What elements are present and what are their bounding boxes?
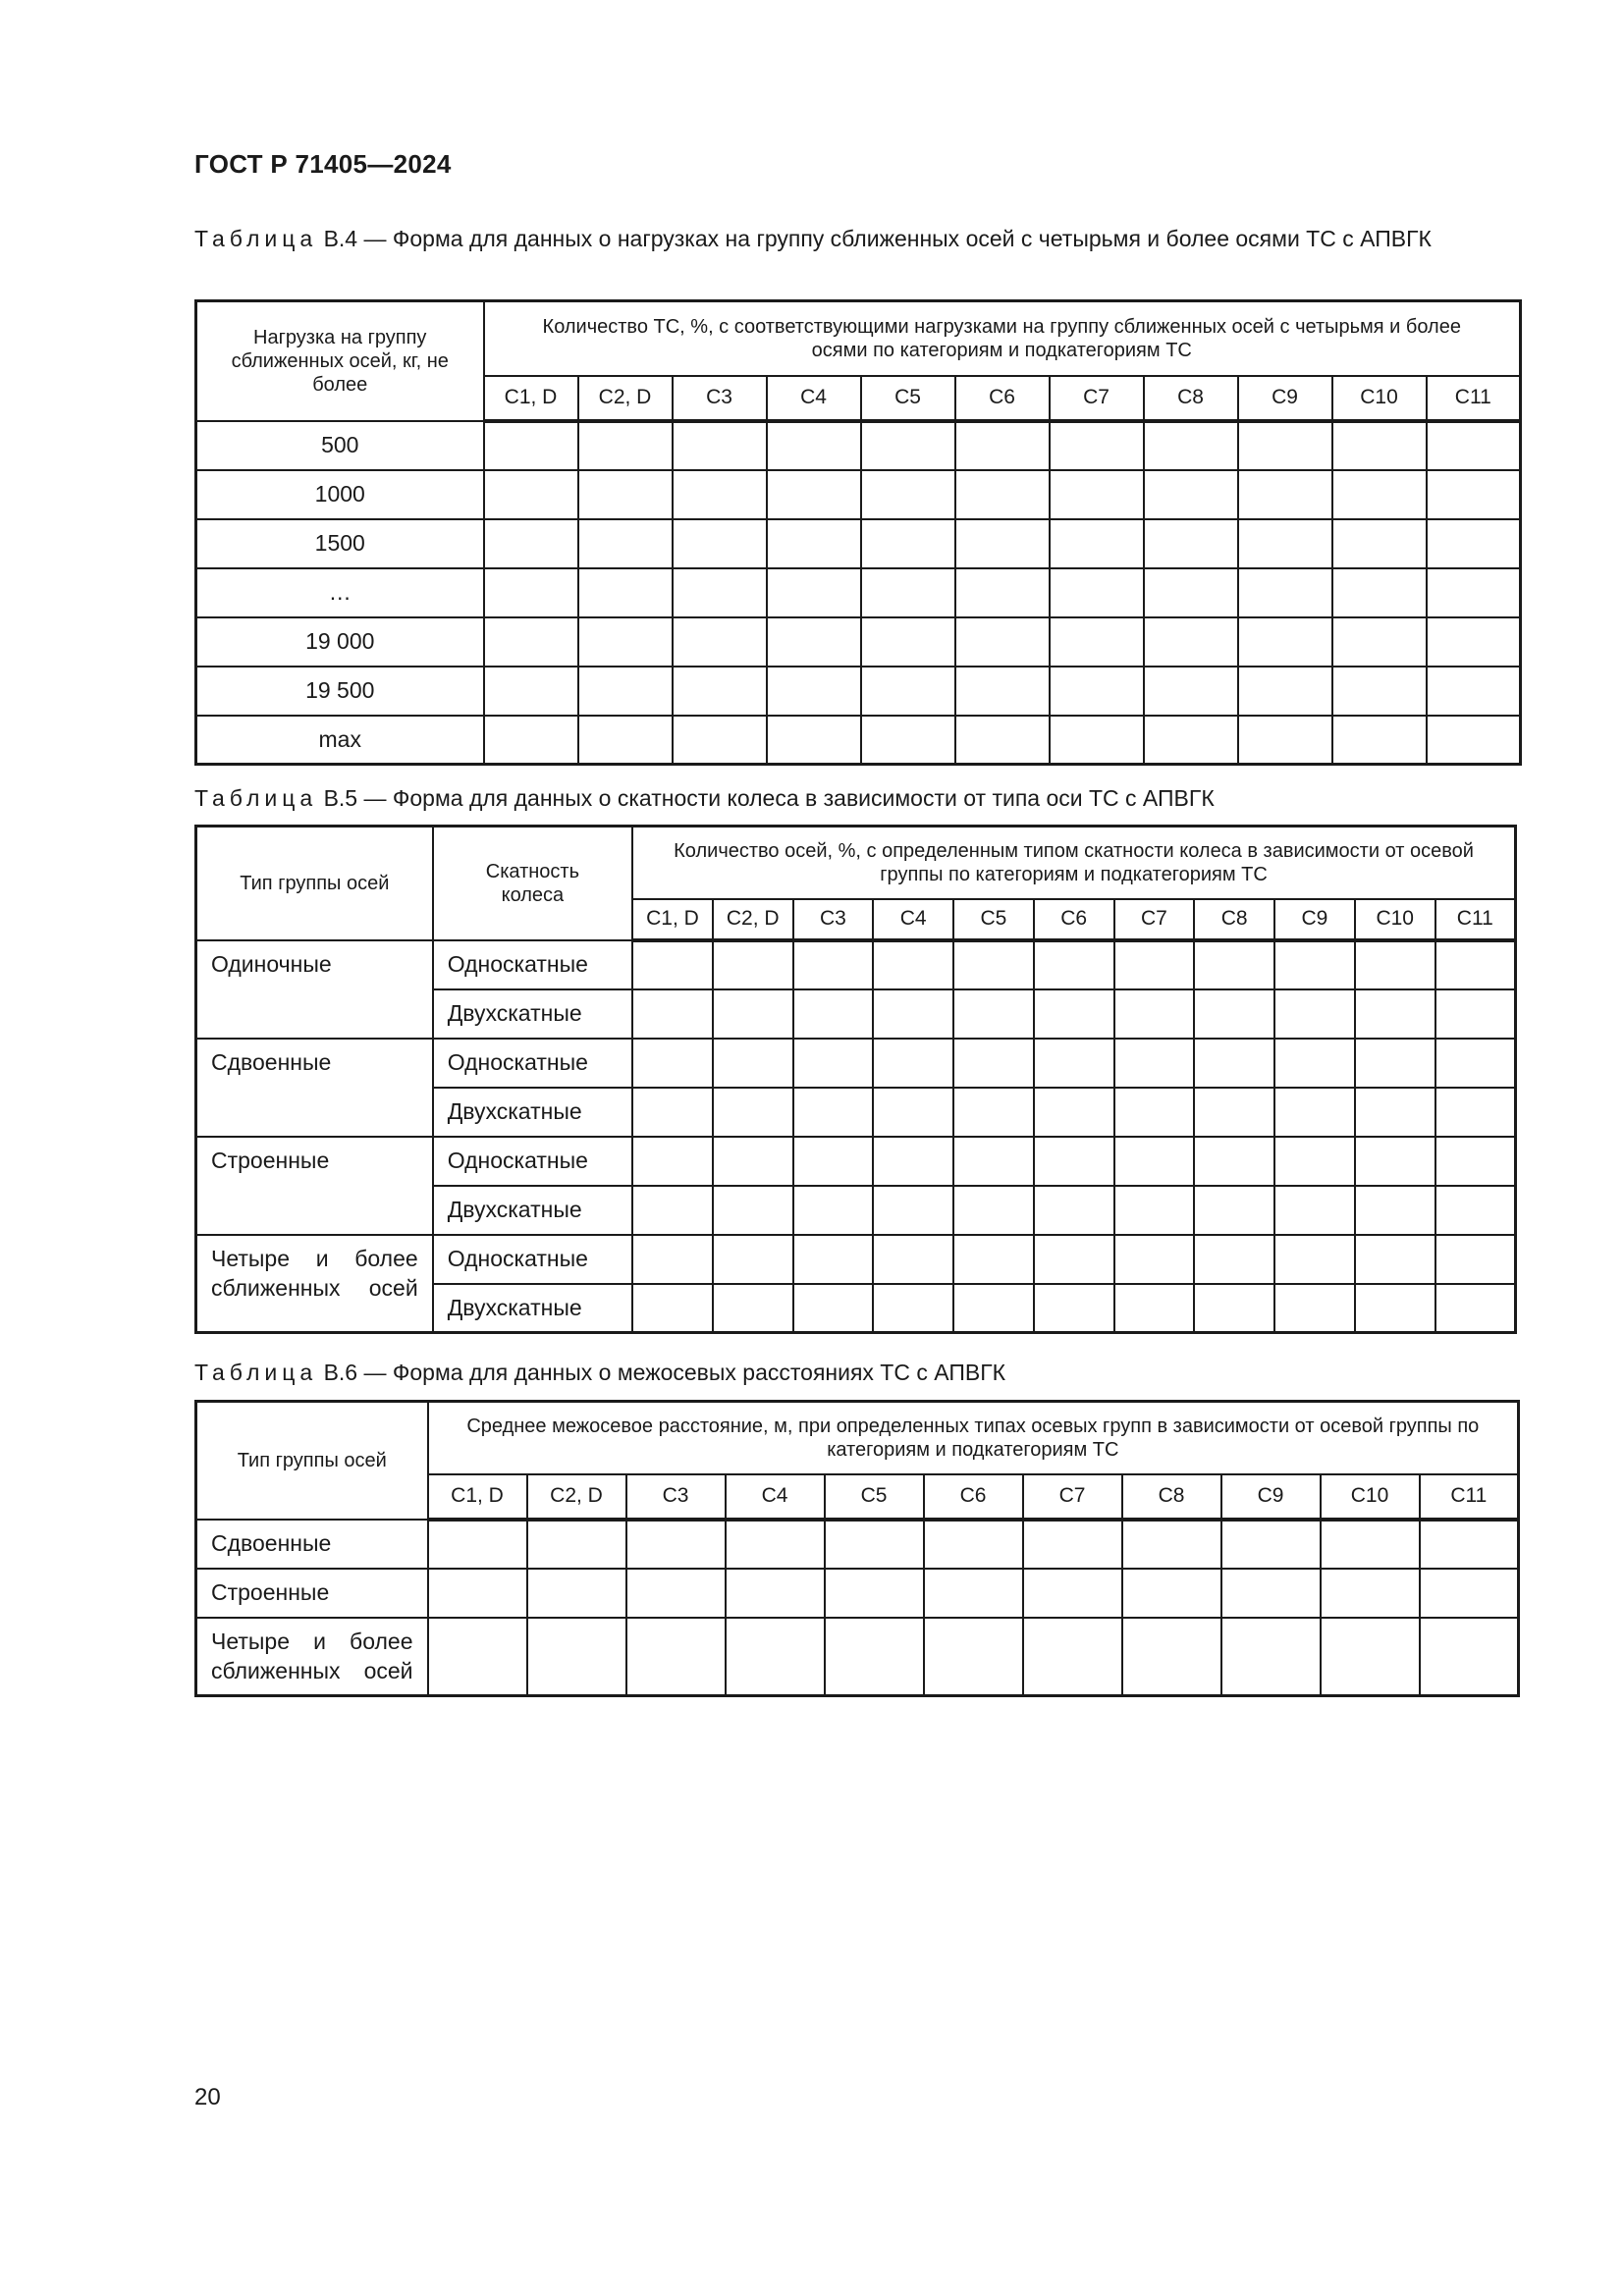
table-b5-row bbox=[196, 1039, 1516, 1088]
table-b5-data-cell[interactable] bbox=[873, 940, 953, 989]
table-b5-wheel-slope: Односкатные bbox=[433, 1039, 632, 1088]
table-b5-data-cell[interactable] bbox=[1034, 940, 1114, 989]
table-b5-data-cell[interactable] bbox=[632, 1039, 713, 1088]
table-b4-row-header: Нагрузка на группу сближенных осей, кг, не более bbox=[196, 301, 484, 421]
table-b4-load-value: 1500 bbox=[196, 519, 484, 568]
table-b5-data-cell[interactable] bbox=[953, 989, 1034, 1039]
table-b4-data-cell[interactable] bbox=[484, 421, 578, 470]
table-b6-data-cell[interactable] bbox=[1023, 1569, 1122, 1618]
table-b5-data-cell[interactable] bbox=[1034, 1039, 1114, 1088]
table-b5-data-cell[interactable] bbox=[1034, 1235, 1114, 1284]
table-b4-data-cell[interactable] bbox=[1427, 716, 1521, 765]
table-b5-data-cell[interactable] bbox=[873, 1088, 953, 1137]
table-b5-data-cell[interactable] bbox=[1114, 1284, 1195, 1333]
table-b4-data-cell[interactable] bbox=[1050, 716, 1144, 765]
table-b5-data-cell[interactable] bbox=[1355, 1235, 1435, 1284]
table-b4-caption bbox=[194, 224, 1514, 254]
table-b4-data-cell[interactable] bbox=[578, 667, 673, 716]
table-b4-data-cell[interactable] bbox=[1427, 667, 1521, 716]
table-b5-caption-label: Таблица bbox=[194, 785, 318, 811]
table-b4-data-cell[interactable] bbox=[1238, 421, 1332, 470]
table-b5-data-cell[interactable] bbox=[1355, 1039, 1435, 1088]
table-b6-row bbox=[196, 1569, 1519, 1618]
table-b4-data-cell[interactable] bbox=[1144, 421, 1238, 470]
table-b4-data-cell[interactable] bbox=[767, 568, 861, 617]
table-b5-data-cell[interactable] bbox=[793, 1039, 874, 1088]
table-b4-category-header: С2, D bbox=[578, 376, 673, 421]
table-b4-data-cell[interactable] bbox=[1144, 617, 1238, 667]
table-b5-data-cell[interactable] bbox=[1274, 1137, 1355, 1186]
table-b5-data-cell[interactable] bbox=[713, 1039, 793, 1088]
table-b5-data-cell[interactable] bbox=[1194, 1039, 1274, 1088]
table-b6-axle-group-type: Строенные bbox=[196, 1569, 428, 1618]
table-b4-row bbox=[196, 470, 1521, 519]
table-b4-load-value: 500 bbox=[196, 421, 484, 470]
table-b6-data-cell[interactable] bbox=[428, 1520, 527, 1569]
table-b4-data-cell[interactable] bbox=[484, 716, 578, 765]
table-b4-data-cell[interactable] bbox=[1238, 716, 1332, 765]
table-b6-data-cell[interactable] bbox=[1321, 1569, 1420, 1618]
table-b5-data-cell[interactable] bbox=[1355, 989, 1435, 1039]
table-b5-data-cell[interactable] bbox=[1114, 1039, 1195, 1088]
table-b5-category-header: С3 bbox=[793, 899, 874, 940]
table-b4-data-cell[interactable] bbox=[767, 519, 861, 568]
table-b4-data-cell[interactable] bbox=[578, 617, 673, 667]
table-b4-data-cell[interactable] bbox=[1238, 470, 1332, 519]
table-b4-row bbox=[196, 421, 1521, 470]
table-b4-data-cell[interactable] bbox=[578, 519, 673, 568]
table-b4-data-cell[interactable] bbox=[484, 617, 578, 667]
table-b4-data-cell[interactable] bbox=[1332, 568, 1427, 617]
table-b5-data-cell[interactable] bbox=[632, 1284, 713, 1333]
table-b4-data-cell[interactable] bbox=[578, 470, 673, 519]
table-b4-data-cell[interactable] bbox=[1050, 617, 1144, 667]
standard-designation: ГОСТ Р 71405—2024 bbox=[194, 149, 452, 179]
table-b5-data-cell[interactable] bbox=[1114, 1186, 1195, 1235]
table-b5-data-cell[interactable] bbox=[1355, 1284, 1435, 1333]
table-b5-data-cell[interactable] bbox=[713, 1088, 793, 1137]
table-b6-data-cell[interactable] bbox=[1122, 1520, 1221, 1569]
table-b5-row bbox=[196, 940, 1516, 989]
table-b4-data-cell[interactable] bbox=[767, 421, 861, 470]
table-b5-data-cell[interactable] bbox=[1435, 1137, 1516, 1186]
table-b5-data-cell[interactable] bbox=[793, 1284, 874, 1333]
table-b5-category-header: С4 bbox=[873, 899, 953, 940]
table-b5-data-cell[interactable] bbox=[873, 1039, 953, 1088]
table-b5-data-cell[interactable] bbox=[1435, 940, 1516, 989]
table-b5-category-header: С10 bbox=[1355, 899, 1435, 940]
table-b4-load-value: … bbox=[196, 568, 484, 617]
table-b5-type-header: Тип группы осей bbox=[196, 827, 433, 940]
table-b5-axle-group-type: Четыре и более сближенных осей bbox=[196, 1235, 433, 1333]
table-b5-data-cell[interactable] bbox=[1274, 1039, 1355, 1088]
table-b5-data-cell[interactable] bbox=[632, 1235, 713, 1284]
table-b5-data-cell[interactable] bbox=[953, 1039, 1034, 1088]
table-b6 bbox=[194, 1400, 1520, 1697]
table-b4-data-cell[interactable] bbox=[767, 716, 861, 765]
table-b6-type-header: Тип группы осей bbox=[196, 1402, 428, 1520]
table-b5-data-cell[interactable] bbox=[953, 1284, 1034, 1333]
table-b6-category-header: С6 bbox=[924, 1474, 1023, 1520]
table-b6-row bbox=[196, 1618, 1519, 1696]
table-b6-data-cell[interactable] bbox=[924, 1520, 1023, 1569]
table-b5-data-cell[interactable] bbox=[1114, 1235, 1195, 1284]
table-b5-data-cell[interactable] bbox=[793, 1186, 874, 1235]
table-b4-data-cell[interactable] bbox=[578, 568, 673, 617]
table-b6-data-cell[interactable] bbox=[626, 1520, 726, 1569]
table-b6-data-cell[interactable] bbox=[1023, 1520, 1122, 1569]
table-b4-category-header: С4 bbox=[767, 376, 861, 421]
table-b5 bbox=[194, 825, 1517, 1334]
table-b5-data-cell[interactable] bbox=[1355, 940, 1435, 989]
table-b5-data-cell[interactable] bbox=[1114, 1137, 1195, 1186]
table-b4-category-header: С6 bbox=[955, 376, 1050, 421]
table-b6-data-cell[interactable] bbox=[626, 1569, 726, 1618]
table-b4-data-cell[interactable] bbox=[484, 519, 578, 568]
table-b4-data-cell[interactable] bbox=[861, 519, 955, 568]
table-b5-axle-group-type: Одиночные bbox=[196, 940, 433, 1039]
table-b4-data-cell[interactable] bbox=[1332, 470, 1427, 519]
table-b4-data-cell[interactable] bbox=[1050, 667, 1144, 716]
table-b5-data-cell[interactable] bbox=[793, 989, 874, 1039]
table-b4 bbox=[194, 299, 1522, 766]
table-b6-data-cell[interactable] bbox=[1221, 1520, 1321, 1569]
table-b6-data-cell[interactable] bbox=[726, 1618, 825, 1696]
table-b6-data-cell[interactable] bbox=[924, 1618, 1023, 1696]
table-b5-slope-header: Скатность колеса bbox=[433, 827, 632, 940]
table-b6-data-cell[interactable] bbox=[825, 1618, 924, 1696]
table-b4-data-cell[interactable] bbox=[673, 470, 767, 519]
table-b5-category-header: С9 bbox=[1274, 899, 1355, 940]
table-b4-group-header: Количество ТС, %, с соответствующими нагрузками на группу сближенных осей с четырьмя и более осями по категориям и подкатегориям ТС bbox=[484, 301, 1521, 376]
table-b5-data-cell[interactable] bbox=[873, 989, 953, 1039]
table-b5-data-cell[interactable] bbox=[1274, 1284, 1355, 1333]
table-b4-data-cell[interactable] bbox=[767, 667, 861, 716]
table-b5-wheel-slope: Двухскатные bbox=[433, 1186, 632, 1235]
table-b5-wheel-slope: Односкатные bbox=[433, 1137, 632, 1186]
table-b4-data-cell[interactable] bbox=[1144, 568, 1238, 617]
table-b5-data-cell[interactable] bbox=[1435, 1284, 1516, 1333]
table-b4-row bbox=[196, 617, 1521, 667]
table-b6-data-cell[interactable] bbox=[1122, 1618, 1221, 1696]
table-b6-data-cell[interactable] bbox=[825, 1520, 924, 1569]
table-b5-data-cell[interactable] bbox=[1355, 1088, 1435, 1137]
table-b5-axle-group-type: Строенные bbox=[196, 1137, 433, 1235]
table-b5-category-header: С1, D bbox=[632, 899, 713, 940]
table-b6-data-cell[interactable] bbox=[726, 1569, 825, 1618]
table-b5-data-cell[interactable] bbox=[1435, 1186, 1516, 1235]
table-b5-wheel-slope: Односкатные bbox=[433, 1235, 632, 1284]
table-b6-category-header: С9 bbox=[1221, 1474, 1321, 1520]
table-b4-data-cell[interactable] bbox=[1332, 716, 1427, 765]
table-b4-data-cell[interactable] bbox=[1427, 568, 1521, 617]
table-b6-category-header: С10 bbox=[1321, 1474, 1420, 1520]
table-b5-data-cell[interactable] bbox=[793, 1235, 874, 1284]
table-b4-caption-label: Таблица bbox=[194, 226, 318, 251]
table-b5-data-cell[interactable] bbox=[1114, 940, 1195, 989]
table-b5-category-header: С7 bbox=[1114, 899, 1195, 940]
table-b4-data-cell[interactable] bbox=[1427, 470, 1521, 519]
table-b6-data-cell[interactable] bbox=[1122, 1569, 1221, 1618]
table-b4-data-cell[interactable] bbox=[1050, 421, 1144, 470]
table-b5-data-cell[interactable] bbox=[953, 1186, 1034, 1235]
table-b5-data-cell[interactable] bbox=[873, 1137, 953, 1186]
table-b5-data-cell[interactable] bbox=[1194, 1186, 1274, 1235]
table-b4-data-cell[interactable] bbox=[861, 568, 955, 617]
table-b6-category-header: С8 bbox=[1122, 1474, 1221, 1520]
table-b5-data-cell[interactable] bbox=[953, 940, 1034, 989]
table-b6-category-header: С11 bbox=[1420, 1474, 1519, 1520]
table-b4-data-cell[interactable] bbox=[861, 617, 955, 667]
table-b5-wheel-slope: Двухскатные bbox=[433, 1284, 632, 1333]
table-b4-data-cell[interactable] bbox=[1050, 519, 1144, 568]
table-b4-data-cell[interactable] bbox=[955, 470, 1050, 519]
table-b6-data-cell[interactable] bbox=[1321, 1618, 1420, 1696]
table-b4-data-cell[interactable] bbox=[673, 568, 767, 617]
table-b6-caption-label: Таблица bbox=[194, 1360, 318, 1385]
table-b4-data-cell[interactable] bbox=[767, 617, 861, 667]
table-b6-category-header: С3 bbox=[626, 1474, 726, 1520]
table-b4-row bbox=[196, 568, 1521, 617]
table-b4-data-cell[interactable] bbox=[955, 617, 1050, 667]
table-b4-data-cell[interactable] bbox=[1332, 421, 1427, 470]
table-b4-category-header: С10 bbox=[1332, 376, 1427, 421]
table-b5-category-header: С6 bbox=[1034, 899, 1114, 940]
table-b4-data-cell[interactable] bbox=[1332, 617, 1427, 667]
table-b5-data-cell[interactable] bbox=[1355, 1186, 1435, 1235]
table-b5-data-cell[interactable] bbox=[1355, 1137, 1435, 1186]
table-b5-wheel-slope: Односкатные bbox=[433, 940, 632, 989]
table-b5-row bbox=[196, 1235, 1516, 1284]
table-b5-data-cell[interactable] bbox=[632, 1088, 713, 1137]
table-b5-data-cell[interactable] bbox=[1034, 1186, 1114, 1235]
table-b5-caption bbox=[194, 783, 1514, 814]
table-b6-data-cell[interactable] bbox=[626, 1618, 726, 1696]
table-b5-category-header: С5 bbox=[953, 899, 1034, 940]
table-b4-category-header: С8 bbox=[1144, 376, 1238, 421]
table-b4-data-cell[interactable] bbox=[673, 519, 767, 568]
table-b5-data-cell[interactable] bbox=[1194, 1137, 1274, 1186]
table-b4-data-cell[interactable] bbox=[673, 667, 767, 716]
table-b4-data-cell[interactable] bbox=[955, 519, 1050, 568]
table-b6-data-cell[interactable] bbox=[1420, 1618, 1519, 1696]
table-b4-category-header: С3 bbox=[673, 376, 767, 421]
table-b6-data-cell[interactable] bbox=[527, 1618, 626, 1696]
table-b6-category-header: С1, D bbox=[428, 1474, 527, 1520]
table-b4-data-cell[interactable] bbox=[767, 470, 861, 519]
table-b5-data-cell[interactable] bbox=[793, 940, 874, 989]
table-b4-data-cell[interactable] bbox=[1144, 470, 1238, 519]
table-b6-row bbox=[196, 1520, 1519, 1569]
table-b5-data-cell[interactable] bbox=[873, 1235, 953, 1284]
table-b4-data-cell[interactable] bbox=[861, 421, 955, 470]
table-b5-data-cell[interactable] bbox=[1435, 989, 1516, 1039]
table-b5-data-cell[interactable] bbox=[953, 1088, 1034, 1137]
table-b6-axle-group-type: Сдвоенные bbox=[196, 1520, 428, 1569]
table-b4-data-cell[interactable] bbox=[484, 470, 578, 519]
table-b4-data-cell[interactable] bbox=[578, 716, 673, 765]
table-b5-data-cell[interactable] bbox=[1194, 989, 1274, 1039]
table-b4-load-value: 1000 bbox=[196, 470, 484, 519]
table-b5-data-cell[interactable] bbox=[713, 1186, 793, 1235]
table-b4-data-cell[interactable] bbox=[861, 667, 955, 716]
table-b4-data-cell[interactable] bbox=[1144, 667, 1238, 716]
table-b4-data-cell[interactable] bbox=[1238, 667, 1332, 716]
table-b5-data-cell[interactable] bbox=[1435, 1039, 1516, 1088]
table-b4-data-cell[interactable] bbox=[578, 421, 673, 470]
table-b4-data-cell[interactable] bbox=[1427, 421, 1521, 470]
table-b4-data-cell[interactable] bbox=[955, 716, 1050, 765]
table-b6-data-cell[interactable] bbox=[924, 1569, 1023, 1618]
table-b6-data-cell[interactable] bbox=[1321, 1520, 1420, 1569]
table-b5-data-cell[interactable] bbox=[1194, 1284, 1274, 1333]
table-b5-data-cell[interactable] bbox=[873, 1186, 953, 1235]
table-b5-data-cell[interactable] bbox=[793, 1137, 874, 1186]
table-b5-data-cell[interactable] bbox=[1114, 989, 1195, 1039]
table-b6-category-header: С4 bbox=[726, 1474, 825, 1520]
table-b5-row bbox=[196, 1137, 1516, 1186]
table-b6-category-header: С5 bbox=[825, 1474, 924, 1520]
table-b5-data-cell[interactable] bbox=[632, 989, 713, 1039]
table-b4-data-cell[interactable] bbox=[673, 421, 767, 470]
table-b6-data-cell[interactable] bbox=[1420, 1520, 1519, 1569]
table-b5-data-cell[interactable] bbox=[1194, 940, 1274, 989]
table-b5-data-cell[interactable] bbox=[713, 1235, 793, 1284]
table-b5-data-cell[interactable] bbox=[1274, 1186, 1355, 1235]
table-b6-caption-text: В.6 — Форма для данных о межосевых расстояниях ТС с АПВГК bbox=[323, 1360, 1006, 1385]
table-b5-wheel-slope: Двухскатные bbox=[433, 1088, 632, 1137]
table-b4-data-cell[interactable] bbox=[673, 617, 767, 667]
table-b4-category-header: С7 bbox=[1050, 376, 1144, 421]
table-b6-data-cell[interactable] bbox=[428, 1569, 527, 1618]
table-b6-data-cell[interactable] bbox=[825, 1569, 924, 1618]
table-b5-group-header: Количество осей, %, с определенным типом скатности колеса в зависимости от осевой группы по категориям и подкатегориям ТС bbox=[632, 827, 1515, 899]
table-b5-data-cell[interactable] bbox=[632, 940, 713, 989]
table-b4-load-value: max bbox=[196, 716, 484, 765]
table-b4-category-header: С9 bbox=[1238, 376, 1332, 421]
table-b6-category-header: С2, D bbox=[527, 1474, 626, 1520]
table-b5-data-cell[interactable] bbox=[1274, 1088, 1355, 1137]
page-number: 20 bbox=[194, 2084, 221, 2110]
table-b5-data-cell[interactable] bbox=[713, 1137, 793, 1186]
table-b4-category-header: С5 bbox=[861, 376, 955, 421]
table-b6-data-cell[interactable] bbox=[428, 1618, 527, 1696]
table-b4-load-value: 19 500 bbox=[196, 667, 484, 716]
table-b4-row bbox=[196, 667, 1521, 716]
table-b5-data-cell[interactable] bbox=[1274, 940, 1355, 989]
table-b6-group-header: Среднее межосевое расстояние, м, при определенных типах осевых групп в зависимости от осевой группы по категориям и подкатегориям ТС bbox=[428, 1402, 1519, 1474]
table-b4-data-cell[interactable] bbox=[1238, 617, 1332, 667]
table-b5-data-cell[interactable] bbox=[1034, 989, 1114, 1039]
table-b5-data-cell[interactable] bbox=[1034, 1137, 1114, 1186]
table-b4-load-value: 19 000 bbox=[196, 617, 484, 667]
table-b6-data-cell[interactable] bbox=[1221, 1618, 1321, 1696]
table-b5-axle-group-type: Сдвоенные bbox=[196, 1039, 433, 1137]
table-b4-data-cell[interactable] bbox=[484, 568, 578, 617]
table-b4-data-cell[interactable] bbox=[1427, 617, 1521, 667]
table-b5-data-cell[interactable] bbox=[713, 989, 793, 1039]
table-b5-data-cell[interactable] bbox=[713, 940, 793, 989]
table-b5-category-header: С11 bbox=[1435, 899, 1516, 940]
table-b4-data-cell[interactable] bbox=[1332, 519, 1427, 568]
table-b4-data-cell[interactable] bbox=[1050, 568, 1144, 617]
table-b4-category-header: С1, D bbox=[484, 376, 578, 421]
table-b5-data-cell[interactable] bbox=[953, 1137, 1034, 1186]
table-b5-wheel-slope: Двухскатные bbox=[433, 989, 632, 1039]
table-b5-data-cell[interactable] bbox=[793, 1088, 874, 1137]
table-b4-category-header: С11 bbox=[1427, 376, 1521, 421]
table-b4-data-cell[interactable] bbox=[955, 568, 1050, 617]
table-b4-data-cell[interactable] bbox=[673, 716, 767, 765]
table-b6-data-cell[interactable] bbox=[527, 1569, 626, 1618]
table-b6-data-cell[interactable] bbox=[726, 1520, 825, 1569]
table-b6-category-header: С7 bbox=[1023, 1474, 1122, 1520]
table-b6-data-cell[interactable] bbox=[527, 1520, 626, 1569]
table-b4-data-cell[interactable] bbox=[1332, 667, 1427, 716]
table-b4-row bbox=[196, 716, 1521, 765]
table-b5-data-cell[interactable] bbox=[873, 1284, 953, 1333]
table-b5-data-cell[interactable] bbox=[1034, 1088, 1114, 1137]
table-b6-data-cell[interactable] bbox=[1023, 1618, 1122, 1696]
table-b4-data-cell[interactable] bbox=[1427, 519, 1521, 568]
table-b6-axle-group-type: Четыре и более сближенных осей bbox=[196, 1618, 428, 1696]
table-b4-data-cell[interactable] bbox=[1144, 519, 1238, 568]
table-b6-caption bbox=[194, 1358, 1514, 1388]
table-b4-data-cell[interactable] bbox=[1238, 568, 1332, 617]
table-b6-data-cell[interactable] bbox=[1420, 1569, 1519, 1618]
table-b4-caption-text: В.4 — Форма для данных о нагрузках на группу сближенных осей с четырьмя и более осями ТС с АПВГК bbox=[323, 226, 1432, 251]
table-b5-data-cell[interactable] bbox=[1194, 1088, 1274, 1137]
table-b5-data-cell[interactable] bbox=[1435, 1088, 1516, 1137]
table-b5-category-header: С8 bbox=[1194, 899, 1274, 940]
table-b4-data-cell[interactable] bbox=[955, 421, 1050, 470]
table-b5-data-cell[interactable] bbox=[1435, 1235, 1516, 1284]
table-b5-data-cell[interactable] bbox=[713, 1284, 793, 1333]
table-b6-data-cell[interactable] bbox=[1221, 1569, 1321, 1618]
table-b5-data-cell[interactable] bbox=[1194, 1235, 1274, 1284]
table-b4-data-cell[interactable] bbox=[1238, 519, 1332, 568]
table-b5-data-cell[interactable] bbox=[632, 1137, 713, 1186]
table-b5-data-cell[interactable] bbox=[1114, 1088, 1195, 1137]
table-b4-data-cell[interactable] bbox=[861, 470, 955, 519]
table-b4-data-cell[interactable] bbox=[861, 716, 955, 765]
table-b4-data-cell[interactable] bbox=[484, 667, 578, 716]
table-b4-data-cell[interactable] bbox=[1050, 470, 1144, 519]
table-b5-data-cell[interactable] bbox=[1274, 1235, 1355, 1284]
table-b5-data-cell[interactable] bbox=[632, 1186, 713, 1235]
table-b5-caption-text: В.5 — Форма для данных о скатности колеса в зависимости от типа оси ТС с АПВГК bbox=[323, 785, 1215, 811]
table-b5-data-cell[interactable] bbox=[1034, 1284, 1114, 1333]
table-b4-data-cell[interactable] bbox=[1144, 716, 1238, 765]
table-b5-data-cell[interactable] bbox=[953, 1235, 1034, 1284]
table-b5-data-cell[interactable] bbox=[1274, 989, 1355, 1039]
table-b4-row bbox=[196, 519, 1521, 568]
table-b4-data-cell[interactable] bbox=[955, 667, 1050, 716]
table-b5-category-header: С2, D bbox=[713, 899, 793, 940]
